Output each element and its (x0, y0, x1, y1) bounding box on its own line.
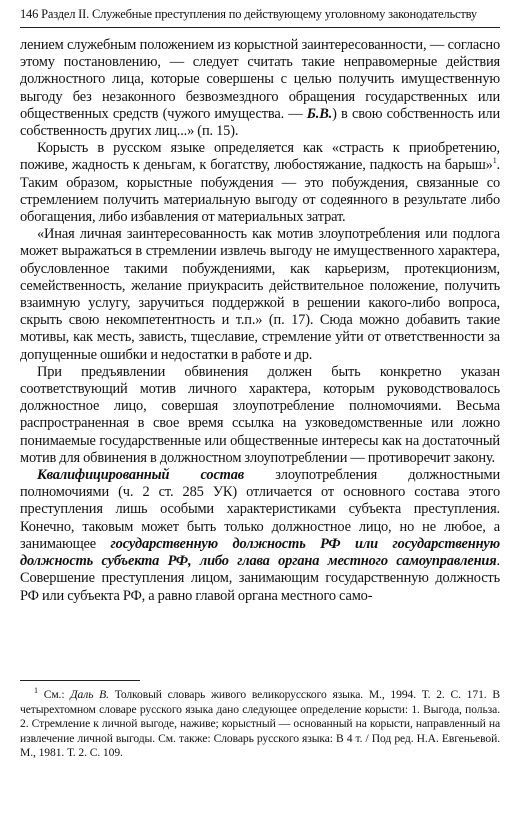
footnote (20, 688, 500, 761)
header-divider (20, 27, 500, 28)
paragraph-2-text: Корысть в русском языке определяется как «страсть к приобретению, поживе, жадность к деньгам, к богатству, любостяжание, падкость на барыш» (20, 140, 500, 174)
running-header (20, 6, 500, 22)
paragraph-5-text-end: . Совершение преступления лицом, занимающим государственную должность РФ или субъекта РФ, а равно главой органа местного само- (20, 553, 500, 604)
footnote-text-end: Толковый словарь живого великорусского языка. М., 1994. Т. 2. С. 171. В четырехтомном словаре русского языка дано следующее определение корысти: 1. Выгода, польза. 2. Стремление к личной выгоде, наживе; корыстный — основанный на корысти, направленный на извлечение личной выгоды. См. также: Словарь русского языка: В 4 т. / Под ред. Н.А. Евгеньевой. М., 1981. Т. 2. С. 109. (20, 688, 500, 760)
paragraph-1-text-end: ) в свою собственность или собственность других лиц...» (п. 15). (20, 105, 500, 140)
qualified-composition-term: Квалифицированный состав (37, 467, 245, 484)
author-initials: Б.В. (306, 105, 333, 122)
page-number: 146 (20, 7, 39, 21)
paragraph-2 (20, 140, 500, 226)
footnote-author: Даль В. (70, 688, 109, 701)
paragraph-3: «Иная личная заинтересованность как мотив злоупотребления или подлога может выражаться в стремлении извлечь выгоду не имущественного характера, обусловленное такими побуждениями, как карьеризм, протекционизм, семейственность, желание приукрасить действительное положение, получить взаимную услугу, заручиться поддержкой в решении какого-либо вопроса, скрыть свою некомпетентность и т.п.» (п. 17). Сюда можно добавить такие мотивы, как месть, зависть, тщеславие, стремление уйти от ответственности за допущенные ошибки и недостатки в работе и др. (20, 226, 500, 363)
paragraph-5-text: злоупотребления должностными полномочиями (ч. 2 ст. 285 УК) отличается от основного состава этого преступления лишь особыми характеристиками субъекта преступления. Конечно, таковым может быть только должностное лицо, но не любое, а занимающее (20, 467, 500, 552)
footnote-number: 1 (34, 686, 38, 696)
paragraph-4: При предъявлении обвинения должен быть конкретно указан соответствующий мотив личного характера, которым руководствовалось должностное лицо, совершая злоупотребление полномочиями. Весьма распространенная в свое время ссылка на узковедомственные или ложно понимаемые государственные или общественные интересы как на достаточный мотив для обвинения в должностном злоупотреблении — противоречит закону. (20, 363, 500, 466)
paragraph-2-text-end: . Таким образом, корыстные побуждения — это побуждения, связанные со стремлением получить материальную выгоду от содеянного в результате либо обогащения, либо избавления от материальных затрат. (20, 157, 500, 226)
paragraph-5 (20, 467, 500, 605)
footnote-marker: 1 (492, 156, 497, 166)
main-text (20, 37, 500, 605)
footnote-text: См.: (43, 688, 71, 701)
running-title: Раздел II. Служебные преступления по действующему уголовному законодательству (41, 7, 477, 21)
paragraph-1 (20, 37, 500, 140)
paragraph-1-text: лением служебным положением из корыстной заинтересованности, — согласно этому постановлению, — следует считать такие неправомерные действия должностного лица, которые совершены с целью получить имущественную выгоду без незаконного безвозмездного обращения государственных или общественных средств (чужого имущества. — (20, 37, 500, 122)
footnote-divider (20, 680, 140, 681)
emphasized-official-position: государственную должность РФ или государственную должность субъекта РФ, либо глава органа местного самоуправления (20, 535, 501, 570)
